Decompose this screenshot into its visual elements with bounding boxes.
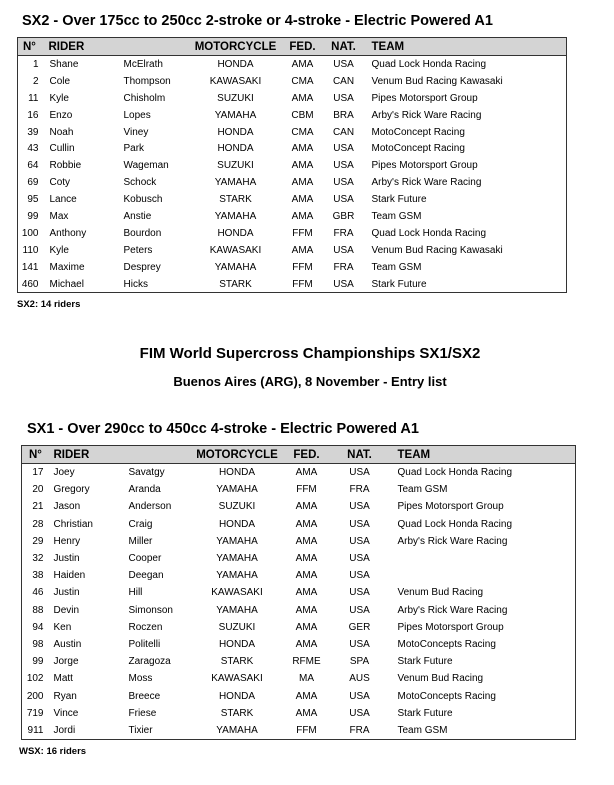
table-row (18, 208, 567, 225)
nationality: USA (333, 278, 354, 290)
rider-number: 43 (27, 143, 39, 155)
motorcycle-brand: YAMAHA (214, 177, 257, 189)
rider-number: 69 (27, 177, 39, 189)
rider-number: 28 (32, 518, 44, 530)
table-row (22, 619, 576, 636)
team-name (393, 550, 576, 567)
motorcycle-brand: KAWASAKI (209, 244, 262, 256)
motorcycle-brand: HONDA (217, 227, 254, 239)
table-row (18, 157, 567, 174)
federation: AMA (295, 690, 318, 702)
table-row (22, 602, 576, 619)
team-name: Stark Future (371, 194, 427, 206)
federation: CMA (291, 126, 314, 138)
rider-first-name: Cullin (49, 143, 75, 155)
team-name: Team GSM (371, 261, 422, 273)
rider-first-name: Jordi (53, 724, 76, 736)
nationality: USA (333, 177, 354, 189)
rider-number: 102 (26, 673, 44, 685)
rider-first-name: Gregory (53, 484, 90, 496)
table-row (22, 653, 576, 670)
nationality: USA (349, 518, 370, 530)
federation: RFME (292, 656, 321, 668)
motorcycle-brand: HONDA (218, 467, 256, 479)
col-header-fed: FED. (287, 446, 327, 464)
rider-last-name: Schock (123, 177, 157, 189)
federation: FFM (292, 227, 313, 239)
nationality: USA (349, 467, 370, 479)
federation: FFM (296, 484, 317, 496)
rider-first-name: Matt (53, 673, 73, 685)
nationality: USA (333, 92, 354, 104)
federation: AMA (295, 638, 318, 650)
table-row (22, 567, 576, 584)
motorcycle-brand: HONDA (218, 518, 256, 530)
sx2-entry-table (17, 37, 567, 293)
team-name: Quad Lock Honda Racing (371, 58, 487, 70)
motorcycle-brand: SUZUKI (218, 501, 256, 513)
nationality: USA (349, 604, 370, 616)
federation: AMA (295, 707, 318, 719)
motorcycle-brand: KAWASAKI (211, 587, 263, 599)
team-name: Stark Future (371, 278, 427, 290)
rider-number: 88 (32, 604, 44, 616)
table-row (22, 705, 576, 722)
team-name: Quad Lock Honda Racing (397, 467, 513, 479)
team-name: Arby's Rick Ware Racing (371, 177, 482, 189)
sx2-rider-count: SX2: 14 riders (17, 299, 81, 310)
rider-first-name: Henry (53, 535, 81, 547)
table-row (22, 670, 576, 687)
motorcycle-brand: SUZUKI (218, 621, 256, 633)
rider-last-name: Aranda (128, 484, 161, 496)
rider-first-name: Cole (49, 75, 71, 87)
rider-number: 98 (32, 638, 44, 650)
rider-number: 94 (32, 621, 44, 633)
table-row (18, 124, 567, 141)
rider-number: 2 (32, 75, 39, 87)
rider-number: 38 (32, 570, 44, 582)
table-row (18, 90, 567, 107)
nationality: GER (348, 621, 371, 633)
rider-number: 99 (27, 210, 39, 222)
rider-last-name: McElrath (123, 58, 163, 70)
team-name: Arby's Rick Ware Racing (371, 109, 482, 121)
rider-first-name: Shane (49, 58, 79, 70)
federation: AMA (291, 160, 314, 172)
team-name: MotoConcept Racing (371, 143, 465, 155)
rider-number: 20 (32, 484, 44, 496)
rider-last-name: Friese (128, 707, 157, 719)
sx2-rows (18, 56, 567, 293)
motorcycle-brand: YAMAHA (216, 724, 258, 736)
rider-first-name: Coty (49, 177, 71, 189)
rider-number: 110 (22, 244, 39, 256)
rider-last-name: Hicks (123, 278, 148, 290)
team-name: Stark Future (397, 656, 453, 668)
nationality: FRA (349, 724, 370, 736)
rider-last-name: Craig (128, 518, 153, 530)
rider-number: 46 (32, 587, 44, 599)
federation: AMA (295, 570, 318, 582)
rider-number: 911 (27, 724, 44, 736)
rider-first-name: Ryan (53, 690, 77, 702)
nationality: USA (333, 244, 354, 256)
nationality: USA (349, 638, 370, 650)
rider-number: 719 (26, 707, 44, 719)
col-header-nat: NAT. (322, 38, 366, 56)
table-row (18, 140, 567, 157)
rider-last-name: Anderson (128, 501, 172, 513)
nationality: CAN (332, 126, 355, 138)
rider-number: 39 (27, 126, 39, 138)
rider-last-name: Breece (128, 690, 161, 702)
federation: AMA (291, 177, 314, 189)
team-name: Team GSM (397, 724, 448, 736)
federation: FFM (292, 261, 313, 273)
rider-first-name: Max (49, 210, 69, 222)
rider-number: 29 (32, 535, 44, 547)
rider-first-name: Kyle (49, 244, 69, 256)
rider-number: 460 (21, 278, 39, 290)
rider-last-name: Kobusch (123, 194, 163, 206)
rider-number: 64 (27, 160, 39, 172)
team-name: Quad Lock Honda Racing (397, 518, 513, 530)
table-row (22, 498, 576, 515)
col-header-number: N° (18, 38, 45, 56)
rider-last-name: Zaragoza (128, 656, 171, 668)
rider-first-name: Joey (53, 467, 75, 479)
col-header-motorcycle: MOTORCYCLE (188, 446, 287, 464)
motorcycle-brand: HONDA (217, 126, 254, 138)
rider-last-name: Miller (128, 535, 153, 547)
rider-last-name: Cooper (128, 553, 162, 565)
federation: AMA (295, 587, 318, 599)
federation: AMA (291, 92, 314, 104)
rider-first-name: Noah (49, 126, 74, 138)
nationality: USA (349, 501, 370, 513)
col-header-team: TEAM (393, 446, 576, 464)
rider-last-name: Chisholm (123, 92, 166, 104)
sx1-rows (22, 464, 576, 740)
rider-first-name: Michael (49, 278, 84, 290)
team-name: Venum Bud Racing Kawasaki (371, 244, 503, 256)
rider-first-name: Jason (53, 501, 81, 513)
federation: AMA (291, 244, 314, 256)
nationality: AUS (349, 673, 370, 685)
motorcycle-brand: YAMAHA (214, 210, 257, 222)
rider-number: 16 (27, 109, 39, 121)
federation: MA (299, 673, 314, 685)
col-header-rider: RIDER (45, 38, 188, 56)
team-name: Quad Lock Honda Racing (371, 227, 487, 239)
rider-first-name: Austin (53, 638, 82, 650)
nationality: GBR (332, 210, 355, 222)
federation: AMA (295, 467, 318, 479)
col-header-nat: NAT. (327, 446, 393, 464)
table-row (18, 107, 567, 124)
motorcycle-brand: KAWASAKI (209, 75, 262, 87)
table-row (22, 687, 576, 704)
table-row (18, 73, 567, 90)
rider-first-name: Haiden (53, 570, 86, 582)
federation: AMA (291, 194, 314, 206)
team-name: Venum Bud Racing (397, 673, 484, 685)
table-row (22, 550, 576, 567)
nationality: FRA (349, 484, 370, 496)
rider-first-name: Justin (53, 587, 80, 599)
nationality: USA (349, 690, 370, 702)
col-header-rider: RIDER (50, 446, 188, 464)
table-row (18, 259, 567, 276)
motorcycle-brand: YAMAHA (214, 261, 257, 273)
motorcycle-brand: STARK (220, 656, 254, 668)
rider-first-name: Anthony (49, 227, 87, 239)
motorcycle-brand: HONDA (217, 58, 254, 70)
federation: CMA (291, 75, 314, 87)
table-row (22, 516, 576, 533)
rider-number: 17 (32, 467, 44, 479)
nationality: CAN (332, 75, 355, 87)
rider-number: 200 (26, 690, 44, 702)
motorcycle-brand: KAWASAKI (211, 673, 263, 685)
rider-last-name: Deegan (128, 570, 164, 582)
rider-number: 11 (28, 92, 39, 104)
rider-number: 100 (21, 227, 39, 239)
team-name: Arby's Rick Ware Racing (397, 604, 508, 616)
rider-last-name: Moss (128, 673, 153, 685)
col-header-motorcycle: MOTORCYCLE (188, 38, 284, 56)
sx1-rider-count: WSX: 16 riders (19, 746, 87, 757)
team-name: Venum Bud Racing Kawasaki (371, 75, 503, 87)
rider-last-name: Savatgy (128, 467, 165, 479)
nationality: USA (349, 553, 370, 565)
nationality: USA (349, 535, 370, 547)
team-name: Pipes Motorsport Group (371, 160, 478, 172)
nationality: USA (333, 194, 354, 206)
sx1-section-title: SX1 - Over 290cc to 450cc 4-stroke - Electric Powered A1 (27, 421, 419, 437)
motorcycle-brand: YAMAHA (216, 535, 258, 547)
sx1-entry-table (21, 445, 576, 740)
table-row (22, 533, 576, 550)
rider-last-name: Park (123, 143, 145, 155)
motorcycle-brand: SUZUKI (217, 92, 254, 104)
motorcycle-brand: HONDA (218, 690, 256, 702)
rider-last-name: Desprey (123, 261, 161, 273)
nationality: FRA (333, 227, 354, 239)
page-title: FIM World Supercross Championships SX1/SX2 (139, 345, 481, 362)
rider-last-name: Bourdon (123, 227, 162, 239)
motorcycle-brand: YAMAHA (216, 604, 258, 616)
nationality: USA (333, 58, 354, 70)
federation: AMA (291, 210, 314, 222)
table-row (18, 225, 567, 242)
rider-number: 95 (27, 194, 39, 206)
rider-last-name: Hill (128, 587, 143, 599)
federation: AMA (295, 501, 318, 513)
nationality: USA (349, 570, 370, 582)
rider-last-name: Peters (123, 244, 153, 256)
nationality: USA (333, 160, 354, 172)
rider-first-name: Christian (53, 518, 93, 530)
rider-last-name: Viney (123, 126, 149, 138)
motorcycle-brand: HONDA (217, 143, 254, 155)
federation: AMA (295, 553, 318, 565)
table-row (22, 722, 576, 740)
nationality: BRA (333, 109, 354, 121)
rider-last-name: Lopes (123, 109, 151, 121)
team-name (393, 567, 576, 584)
nationality: USA (349, 587, 370, 599)
federation: AMA (291, 58, 314, 70)
nationality: USA (333, 143, 354, 155)
sx2-section-title: SX2 - Over 175cc to 250cc 2-stroke or 4-stroke - Electric Powered A1 (22, 13, 493, 29)
rider-first-name: Devin (53, 604, 80, 616)
nationality: USA (349, 707, 370, 719)
col-header-team: TEAM (366, 38, 567, 56)
table-row (22, 481, 576, 498)
rider-last-name: Simonson (128, 604, 173, 616)
table-row (22, 464, 576, 482)
sx2-header-row (18, 38, 567, 56)
team-name: Team GSM (371, 210, 422, 222)
rider-first-name: Ken (53, 621, 72, 633)
team-name: Arby's Rick Ware Racing (397, 535, 508, 547)
rider-first-name: Robbie (49, 160, 82, 172)
federation: AMA (295, 518, 318, 530)
rider-first-name: Lance (49, 194, 77, 206)
nationality: SPA (349, 656, 370, 668)
rider-first-name: Justin (53, 553, 80, 565)
col-header-number: N° (22, 446, 50, 464)
rider-last-name: Wageman (123, 160, 169, 172)
federation: AMA (295, 621, 318, 633)
rider-first-name: Maxime (49, 261, 85, 273)
motorcycle-brand: STARK (220, 707, 254, 719)
rider-last-name: Politelli (128, 638, 161, 650)
rider-number: 141 (21, 261, 39, 273)
rider-last-name: Anstie (123, 210, 152, 222)
motorcycle-brand: STARK (219, 194, 252, 206)
rider-number: 32 (32, 553, 44, 565)
rider-last-name: Tixier (128, 724, 153, 736)
table-row (18, 276, 567, 293)
motorcycle-brand: YAMAHA (216, 553, 258, 565)
federation: AMA (295, 604, 318, 616)
team-name: Pipes Motorsport Group (397, 621, 504, 633)
team-name: MotoConcept Racing (371, 126, 465, 138)
rider-first-name: Kyle (49, 92, 69, 104)
federation: CBM (291, 109, 314, 121)
rider-number: 99 (32, 656, 44, 668)
rider-number: 1 (32, 58, 39, 70)
federation: FFM (296, 724, 317, 736)
federation: AMA (295, 535, 318, 547)
rider-last-name: Roczen (128, 621, 163, 633)
motorcycle-brand: YAMAHA (216, 484, 258, 496)
nationality: FRA (333, 261, 354, 273)
rider-number: 21 (32, 501, 44, 513)
page-subtitle: Buenos Aires (ARG), 8 November - Entry list (173, 374, 447, 389)
col-header-fed: FED. (284, 38, 322, 56)
rider-last-name: Thompson (123, 75, 171, 87)
motorcycle-brand: YAMAHA (214, 109, 257, 121)
sx1-header-row (22, 446, 576, 464)
table-row (18, 56, 567, 73)
federation: FFM (292, 278, 313, 290)
motorcycle-brand: HONDA (218, 638, 256, 650)
motorcycle-brand: SUZUKI (217, 160, 254, 172)
team-name: Pipes Motorsport Group (371, 92, 478, 104)
motorcycle-brand: YAMAHA (216, 570, 258, 582)
team-name: MotoConcepts Racing (397, 690, 496, 702)
table-row (22, 584, 576, 601)
team-name: MotoConcepts Racing (397, 638, 496, 650)
table-row (18, 242, 567, 259)
table-row (18, 191, 567, 208)
team-name: Stark Future (397, 707, 453, 719)
federation: AMA (291, 143, 314, 155)
rider-first-name: Enzo (49, 109, 73, 121)
team-name: Pipes Motorsport Group (397, 501, 504, 513)
rider-first-name: Jorge (53, 656, 79, 668)
table-row (18, 174, 567, 191)
team-name: Venum Bud Racing (397, 587, 484, 599)
rider-first-name: Vince (53, 707, 79, 719)
motorcycle-brand: STARK (219, 278, 252, 290)
table-row (22, 636, 576, 653)
team-name: Team GSM (397, 484, 448, 496)
